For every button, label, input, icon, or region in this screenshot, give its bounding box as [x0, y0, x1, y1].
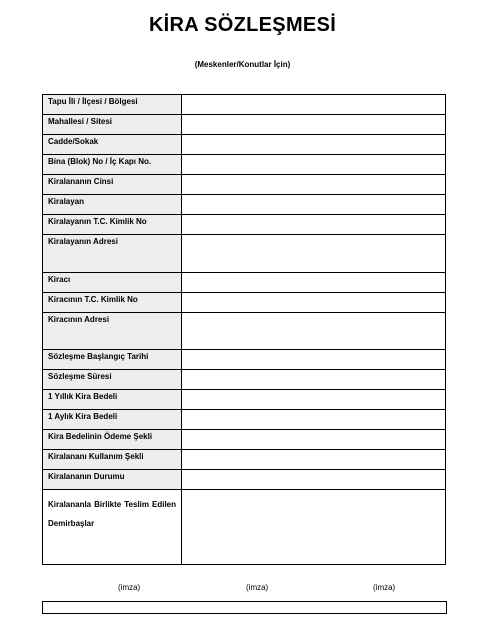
field-label: Kiracı	[43, 273, 182, 293]
form-row	[43, 430, 446, 450]
form-row	[43, 215, 446, 235]
field-label: 1 Aylık Kira Bedeli	[43, 410, 182, 430]
form-row	[43, 390, 446, 410]
field-label: Cadde/Sokak	[43, 135, 182, 155]
form-row	[43, 293, 446, 313]
form-row	[43, 95, 446, 115]
field-value[interactable]	[182, 155, 446, 175]
field-value[interactable]	[182, 470, 446, 490]
form-row	[43, 450, 446, 470]
field-value[interactable]	[182, 235, 446, 273]
signature-label: (imza)	[373, 583, 396, 592]
field-value[interactable]	[182, 410, 446, 430]
field-value[interactable]	[182, 293, 446, 313]
field-label: Kiralayan	[43, 195, 182, 215]
field-label: 1 Yıllık Kira Bedeli	[43, 390, 182, 410]
form-row	[43, 470, 446, 490]
field-label: Kiralananı Kullanım Şekli	[43, 450, 182, 470]
form-row	[43, 135, 446, 155]
field-value[interactable]	[182, 175, 446, 195]
signature-label: (imza)	[246, 583, 269, 592]
form-row	[43, 115, 446, 135]
signature-row	[0, 583, 485, 595]
form-row	[43, 370, 446, 390]
field-value[interactable]	[182, 490, 446, 565]
field-value[interactable]	[182, 370, 446, 390]
field-label: Sözleşme Başlangıç Tarihi	[43, 350, 182, 370]
field-label: Kiralayanın T.C. Kimlik No	[43, 215, 182, 235]
document-title: KİRA SÖZLEŞMESİ	[148, 14, 337, 36]
field-value[interactable]	[182, 195, 446, 215]
signature-label: (imza)	[118, 583, 141, 592]
field-label: Kiracının T.C. Kimlik No	[43, 293, 182, 313]
field-label: Tapu İli / İlçesi / Bölgesi	[43, 95, 182, 115]
form-row	[43, 410, 446, 430]
form-row	[43, 175, 446, 195]
field-value[interactable]	[182, 350, 446, 370]
field-value[interactable]	[182, 215, 446, 235]
field-label: Bina (Blok) No / İç Kapı No.	[43, 155, 182, 175]
field-value[interactable]	[182, 313, 446, 350]
field-label: Kiralananın Durumu	[43, 470, 182, 490]
field-label: Kiralayanın Adresi	[43, 235, 182, 273]
field-value[interactable]	[182, 135, 446, 155]
form-row	[43, 273, 446, 293]
form-row	[43, 313, 446, 350]
field-value[interactable]	[182, 273, 446, 293]
field-value[interactable]	[182, 390, 446, 410]
field-label: Kiralananın Cinsi	[43, 175, 182, 195]
form-row	[43, 155, 446, 175]
field-label: Mahallesi / Sitesi	[43, 115, 182, 135]
form-row	[43, 235, 446, 273]
signature-box	[42, 601, 447, 614]
form-row	[43, 195, 446, 215]
field-label: Kira Bedelinin Ödeme Şekli	[43, 430, 182, 450]
contract-form-table	[42, 94, 446, 565]
field-value[interactable]	[182, 115, 446, 135]
field-value[interactable]	[182, 95, 446, 115]
field-value[interactable]	[182, 450, 446, 470]
field-label-text: Kiralananla Birlikte Teslim Edilen Demirbaşlar	[48, 500, 176, 528]
field-label: Sözleşme Süresi	[43, 370, 182, 390]
field-label	[43, 490, 182, 565]
document-subtitle: (Meskenler/Konutlar İçin)	[194, 60, 291, 69]
field-value[interactable]	[182, 430, 446, 450]
field-label: Kiracının Adresi	[43, 313, 182, 350]
form-row	[43, 350, 446, 370]
form-row	[43, 490, 446, 565]
